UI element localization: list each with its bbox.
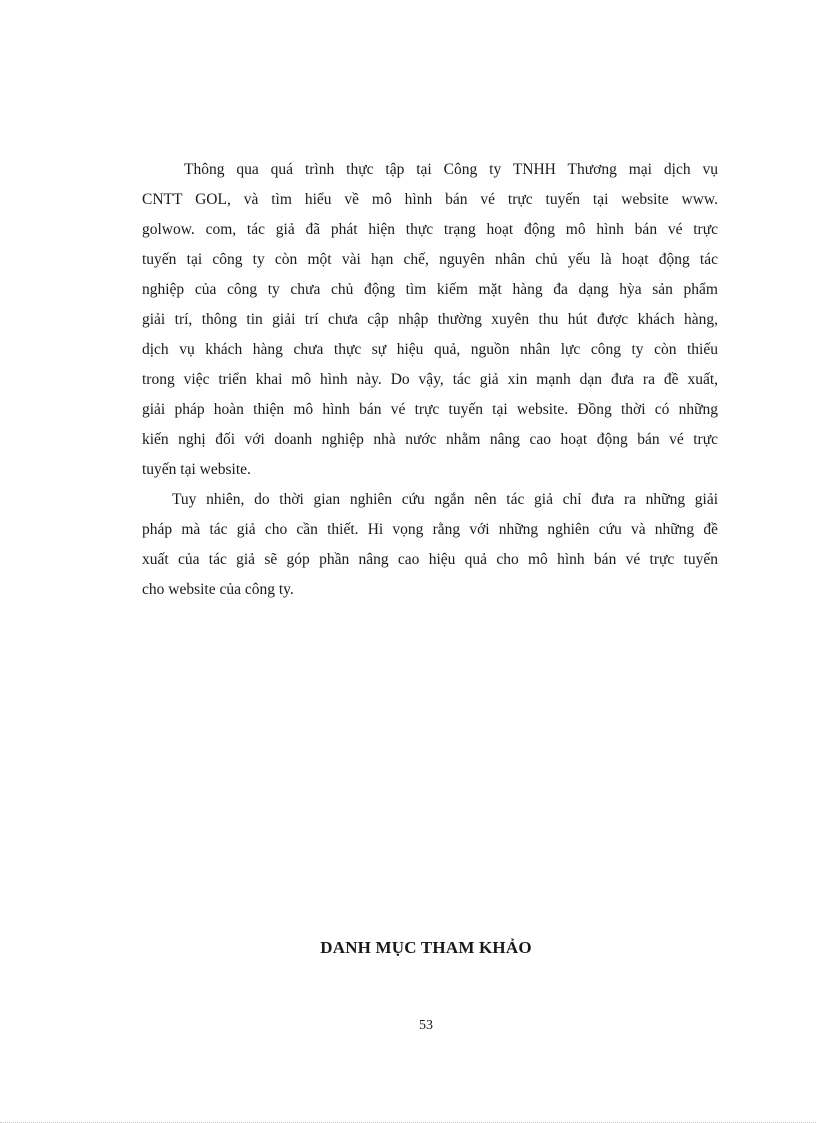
paragraph-line: xuất của tác giả sẽ góp phần nâng cao hiệu quả cho mô hình bán vé trực tuyến	[142, 551, 718, 568]
paragraph-line: pháp mà tác giả cho cần thiết. Hi vọng rằng với những nghiên cứu và những đề	[142, 521, 718, 538]
paragraph-line: giải pháp hoàn thiện mô hình bán vé trực tuyến tại website. Đồng thời có những	[142, 401, 718, 418]
paragraph-line: nghiệp của công ty chưa chủ động tìm kiếm mặt hàng đa dạng hỳa sản phẩm	[142, 281, 718, 298]
paragraph-line: Tuy nhiên, do thời gian nghiên cứu ngắn nên tác giả chỉ đưa ra những giải	[172, 491, 718, 508]
page-number: 53	[419, 1018, 433, 1033]
paragraph-line: dịch vụ khách hàng chưa thực sự hiệu quả, nguồn nhân lực công ty còn thiếu	[142, 341, 718, 358]
body-text	[142, 155, 718, 605]
paragraph-line: golwow. com, tác giả đã phát hiện thực trạng hoạt động mô hình bán vé trực	[142, 221, 718, 238]
paragraph-line: trong việc triển khai mô hình này. Do vậy, tác giả xin mạnh dạn đưa ra đề xuất,	[142, 371, 718, 388]
paragraph-line: tuyến tại website.	[142, 461, 251, 478]
paragraph-line: kiến nghị đối với doanh nghiệp nhà nước nhằm nâng cao hoạt động bán vé trực	[142, 431, 718, 448]
paragraph-1	[142, 155, 718, 485]
paragraph-line: tuyến tại công ty còn một vài hạn chế, nguyên nhân chủ yếu là hoạt động tác	[142, 251, 718, 268]
paragraph-2	[142, 485, 718, 605]
paragraph-line: CNTT GOL, và tìm hiểu về mô hình bán vé trực tuyến tại website www.	[142, 191, 718, 208]
section-heading: DANH MỤC THAM KHẢO	[320, 938, 532, 957]
paragraph-line: Thông qua quá trình thực tập tại Công ty TNHH Thương mại dịch vụ	[184, 161, 718, 178]
paragraph-line: giải trí, thông tin giải trí chưa cập nhập thường xuyên thu hút được khách hàng,	[142, 311, 718, 328]
paragraph-line: cho website của công ty.	[142, 581, 294, 598]
